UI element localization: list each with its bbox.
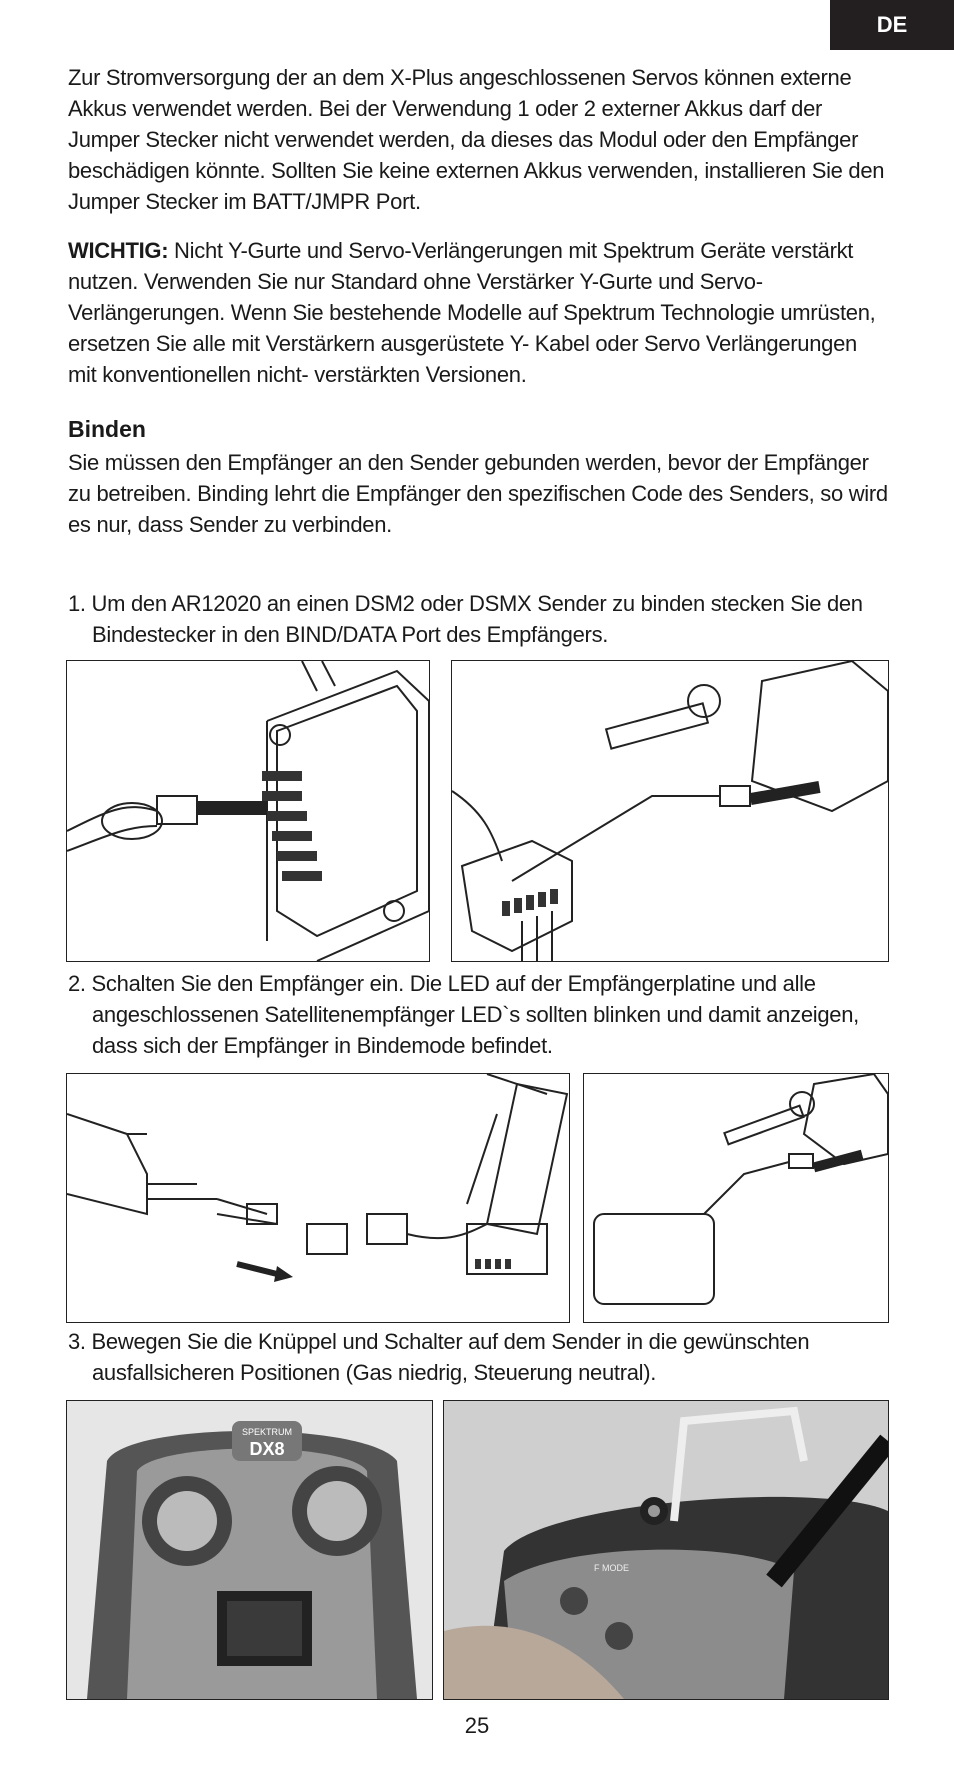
switch-label: F MODE <box>594 1563 629 1573</box>
figure-power-on-battery <box>66 1073 570 1323</box>
important-paragraph <box>68 235 888 390</box>
step-2: 2. Schalten Sie den Empfänger ein. Die LED auf der Empfängerplatine und alle angeschlossenen Satellitenempfänger LED`s sollten blinken und damit anzeigen, dass sich der Empfänger in Bindemode befindet. <box>68 971 859 1058</box>
step-1: 1. Um den AR12020 an einen DSM2 oder DSMX Sender zu binden stecken Sie den Bindestecker in den BIND/DATA Port des Empfängers. <box>68 591 863 647</box>
important-label: WICHTIG: <box>68 238 169 263</box>
binding-paragraph: Sie müssen den Empfänger an den Sender gebunden werden, bevor der Empfänger zu betreiben. Binding lehrt die Empfänger den spezifischen Code des Senders, so wird es nur, dass Sender zu verbinden. <box>68 450 888 537</box>
step-3: 3. Bewegen Sie die Knüppel und Schalter auf dem Sender in die gewünschten ausfallsicheren Positionen (Gas niedrig, Steuerung neutral). <box>68 1329 810 1385</box>
intro-paragraph: Zur Stromversorgung der an dem X-Plus angeschlossenen Servos können externe Akkus verwendet werden. Bei der Verwendung 1 oder 2 externer Akkus darf der Jumper Stecker nicht verwendet werden, da dieses das Modul oder den Empfänger beschädigen könnte. Sollten Sie keine externen Akkus verwenden, installieren Sie den Jumper Stecker im BATT/JMPR Port. <box>68 65 885 214</box>
page-content <box>68 62 888 540</box>
satellite-bind-plug-illustration <box>452 661 888 961</box>
battery-connector-illustration <box>67 1074 569 1322</box>
satellite-battery-illustration <box>584 1074 888 1322</box>
transmitter-switches-photo <box>444 1401 888 1699</box>
binding-heading: Binden <box>68 416 146 442</box>
figure-power-on-satellite <box>583 1073 889 1323</box>
transmitter-model: DX8 <box>249 1439 285 1459</box>
important-text: Nicht Y-Gurte und Servo-Verlängerungen mit Spektrum Geräte verstärkt nutzen. Verwenden Sie nur Standard ohne Verstärker Y-Gurte und Servo-Verlängerungen. Wenn Sie bestehende Modelle auf Spektrum Technologie umrüsten, ersetzen Sie alle mit Verstärkern ausgerüstete Y- Kabel oder Servo Verlängerungen mit konventionellen nicht- verstärkten Versionen. <box>68 238 876 387</box>
transmitter-photo <box>67 1401 432 1699</box>
figure-bind-plug-receiver <box>66 660 430 962</box>
photo-transmitter-switches <box>443 1400 889 1700</box>
figure-bind-plug-satellite <box>451 660 889 962</box>
transmitter-brand: SPEKTRUM <box>241 1427 293 1437</box>
photo-transmitter <box>66 1400 433 1700</box>
language-tab: DE <box>830 0 954 50</box>
page-number: 25 <box>464 1713 490 1738</box>
receiver-bind-plug-illustration <box>67 661 429 961</box>
